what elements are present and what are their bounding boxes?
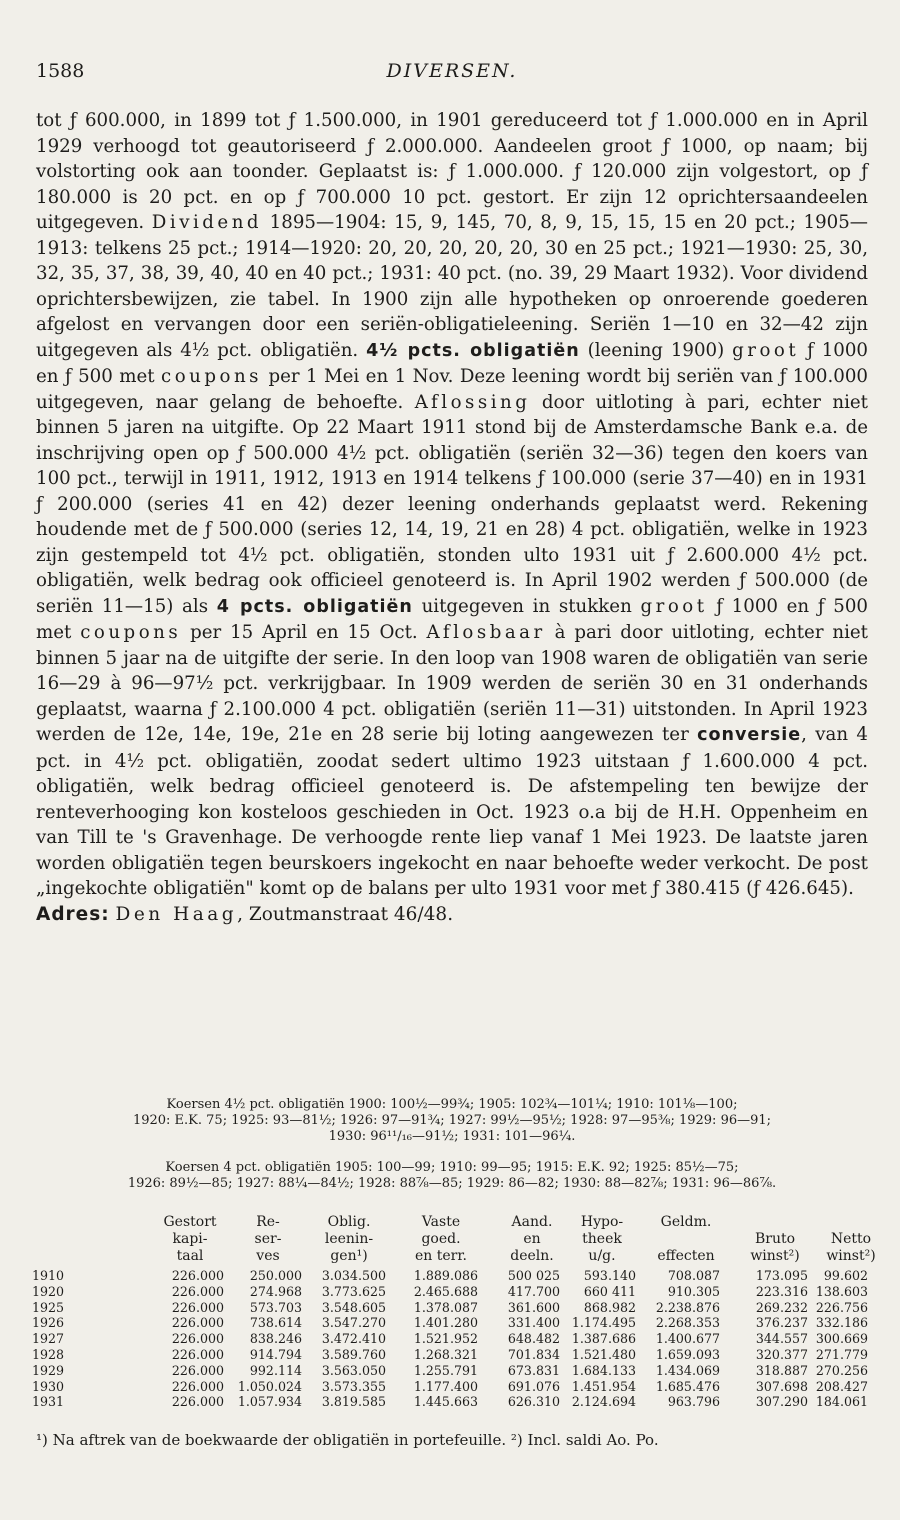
table-cell: 1.255.791 [413, 1362, 478, 1378]
table-cell: 226.756 [815, 1299, 868, 1315]
address-street: , Zoutmanstraat 46/48. [237, 903, 454, 925]
table-row-year: 1920 [32, 1283, 65, 1299]
quote-line: 1926: 89½—85; 1927: 88¼—84½; 1928: 88⅞—85; 1929: 86—82; 1930: 88—82⅞; 1931: 96—86⅞. [127, 1176, 777, 1191]
table-cell: 2.268.353 [655, 1315, 720, 1331]
table-cell: 1.400.677 [655, 1331, 720, 1347]
table-header-cell: Hypo- theek u/g. [580, 1214, 624, 1264]
table-cell: 1.659.093 [655, 1346, 720, 1362]
table-cell: 1.050.024 [237, 1378, 302, 1394]
table-header-cell: Geldm. effecten [657, 1214, 715, 1264]
dividend-label: Dividend [151, 212, 263, 233]
table-cell: 1.445.663 [413, 1394, 478, 1410]
table-cell: 963.796 [667, 1394, 720, 1410]
table-cell: 3.472.410 [321, 1331, 386, 1347]
page-header [36, 60, 868, 90]
table-row [32, 1394, 868, 1410]
table-cell: 910.305 [667, 1283, 720, 1299]
table-header-cell: Oblig. leenin- gen¹) [324, 1214, 374, 1264]
text-run: 1895—1904: 15, 9, 145, 70, 8, 9, 15, 15, 15 en 20 pct.; 1905—1913: telkens 25 pct.; 1914—1920: 20, 20, 20, 20, 20, 30 en 25 pct.; 1921—1930: 25, 30, 32, 35, 37, 38, 39, 40, 40 en 40 pct.; 1931: 40 pct. (no. 39, 29 Maart 1932). Voor dividend oprichtersbewijzen, zie tabel. In 1900 zijn alle hypotheken op onroerende goederen afgelost en vervangen door een seriën-obligatieleening. Seriën 1—10 en 32—42 zijn uitgegeven als 4½ pct. obligatiën. [36, 212, 868, 361]
table-cell: 173.095 [755, 1268, 808, 1283]
table-cell: 708.087 [667, 1268, 720, 1283]
paragraph-text [36, 108, 868, 902]
table-header-row [36, 1214, 876, 1268]
table-cell: 1.521.952 [413, 1331, 478, 1347]
table-cell: 332.186 [815, 1315, 868, 1331]
table-cell: 660 411 [583, 1283, 636, 1299]
table-cell: 226.000 [171, 1315, 224, 1331]
table-cell: 573.703 [249, 1299, 302, 1315]
text-run: uitgegeven in stukken [412, 595, 641, 617]
table-cell: 1.451.954 [571, 1378, 636, 1394]
conversie-label: conversie [697, 725, 802, 745]
table-cell: 269.232 [755, 1299, 808, 1315]
table-cell: 307.290 [755, 1394, 808, 1410]
table-row [32, 1268, 868, 1284]
table-row [32, 1315, 868, 1331]
text-run: à pari door uitloting, echter niet binnen 5 jaar na de uitgifte der serie. In den loop van 1908 waren de obligatiën van serie 16—29 à 96—97½ pct. verkrijgbaar. In 1909 werden de seriën 30 en 31 onderhands geplaatst, waarna ƒ 2.100.000 4 pct. obligatiën (seriën 11—31) uitstonden. In April 1923 werden de 12e, 14e, 19e, 21e en 28 serie bij loting aangewezen ter [36, 622, 868, 745]
table-cell: 300.669 [815, 1331, 868, 1347]
table-row-year: 1931 [32, 1394, 65, 1410]
table-row-year: 1926 [32, 1315, 65, 1331]
table-cell: 226.000 [171, 1346, 224, 1362]
text-run: , van 4 pct. in 4½ pct. obligatiën, zoodat sedert ultimo 1923 uitstaan ƒ 1.600.000 4 pct. obligatiën, welk bedrag officieel genoteerd is. De afstempeling ten bewijze der renteverhooging kon kosteloos geschieden in Oct. 1923 o.a bij de H.H. Oppenheim en van Till te 's Gravenhage. De verhoogde rente liep vanaf 1 Mei 1923. De laatste jaren worden obligatiën tegen beurskoers ingekocht en naar behoefte weder verkocht. De post „ingekochte obligatiën" komt op de balans per ulto 1931 voor met ƒ 380.415 (ƒ 426.645). [36, 724, 868, 899]
table-cell: 500 025 [507, 1268, 560, 1283]
groot-label: groot [640, 595, 708, 617]
table-header-cell: Aand. en deeln. [510, 1214, 554, 1264]
aflossing-label: Aflossing [414, 391, 531, 413]
table-cell: 868.982 [583, 1299, 636, 1315]
table-cell: 274.968 [249, 1283, 302, 1299]
table-cell: 1.889.086 [413, 1268, 478, 1283]
table-cell: 2.465.688 [413, 1283, 478, 1299]
table-cell: 226.000 [171, 1268, 224, 1283]
table-cell: 3.034.500 [321, 1268, 386, 1283]
table-cell: 1.057.934 [237, 1394, 302, 1410]
table-row-year: 1927 [32, 1331, 65, 1347]
table-cell: 738.614 [249, 1315, 302, 1331]
table-cell: 673.831 [507, 1362, 560, 1378]
table-cell: 226.000 [171, 1331, 224, 1347]
table-cell: 361.600 [507, 1299, 560, 1315]
table-cell: 99.602 [823, 1268, 868, 1283]
table-cell: 226.000 [171, 1299, 224, 1315]
groot-label: groot [732, 339, 800, 361]
table-cell: 3.547.270 [321, 1315, 386, 1331]
coupons-label: coupons [161, 366, 263, 387]
table-row [32, 1331, 868, 1347]
table-cell: 226.000 [171, 1378, 224, 1394]
table-cell: 344.557 [755, 1331, 808, 1347]
table-cell: 138.603 [815, 1283, 868, 1299]
heading-4half-pct-bonds: 4½ pcts. obligatiën [366, 340, 580, 361]
table-cell: 318.887 [755, 1362, 808, 1378]
table-cell: 307.698 [755, 1378, 808, 1394]
table-row-year: 1930 [32, 1378, 65, 1394]
table-header-cell: Vaste goed. en terr. [415, 1214, 467, 1264]
table-cell: 1.268.321 [413, 1346, 478, 1362]
table-cell: 1.685.476 [655, 1378, 720, 1394]
quotes-4half-pct [36, 1097, 868, 1145]
financial-table [32, 1214, 876, 1410]
table-cell: 2.238.876 [655, 1299, 720, 1315]
running-title: DIVERSEN. [386, 60, 518, 82]
table-cell: 3.819.585 [321, 1394, 386, 1410]
table-cell: 914.794 [249, 1346, 302, 1362]
table-cell: 691.076 [507, 1378, 560, 1394]
table-cell: 270.256 [815, 1362, 868, 1378]
table-cell: 992.114 [249, 1362, 302, 1378]
address-city: Den Haag [115, 903, 238, 925]
table-header-cell: Netto winst²) [826, 1231, 876, 1264]
table-cell: 593.140 [583, 1268, 636, 1283]
text-run: ƒ 1000 en ƒ 500 met [36, 339, 868, 387]
table-cell: 1.387.686 [571, 1331, 636, 1347]
quote-line: 1930: 96¹¹/₁₆—91½; 1931: 101—96¼. [328, 1129, 576, 1144]
table-cell: 1.434.069 [655, 1362, 720, 1378]
table-cell: 376.237 [755, 1315, 808, 1331]
table-cell: 208.427 [815, 1378, 868, 1394]
table-cell: 271.779 [815, 1346, 868, 1362]
table-cell: 1.401.280 [413, 1315, 478, 1331]
aflosbaar-label: Aflosbaar [426, 622, 546, 643]
table-row-year: 1928 [32, 1346, 65, 1362]
table-row [32, 1362, 868, 1379]
quote-line: Koersen 4½ pct. obligatiën 1900: 100½—99¾; 1905: 102¾—101¼; 1910: 101⅛—100; [166, 1097, 738, 1112]
address-line [36, 902, 868, 928]
table-row-year: 1925 [32, 1299, 65, 1315]
text-run: door uitloting à pari, echter niet binnen 5 jaren na uitgifte. Op 22 Maart 1911 stond bij de Amsterdamsche Bank e.a. de inschrijving open op ƒ 500.000 4½ pct. obligatiën (seriën 32—36) tegen den koers van 100 pct., terwijl in 1911, 1912, 1913 en 1914 telkens ƒ 100.000 (serie 37—40) en in 1931 ƒ 200.000 (series 41 en 42) dezer leening onderhands geplaatst werd. Rekening houdende met de ƒ 500.000 (series 12, 14, 19, 21 en 28) 4 pct. obligatiën, welke in 1923 zijn gestempeld tot 4½ pct. obligatiën, stonden ulto 1931 uit ƒ 2.600.000 4½ pct. obligatiën, welk bedrag ook officieel genoteerd is. In April 1902 werden ƒ 500.000 (de seriën 11—15) als [36, 391, 868, 617]
table-cell: 1.177.400 [413, 1378, 478, 1394]
table-cell: 3.548.605 [321, 1299, 386, 1315]
text-run: ƒ 1000 en ƒ 500 met [36, 595, 868, 643]
text-run: per 15 April en 15 Oct. [181, 622, 427, 643]
table-cell: 1.521.480 [571, 1346, 636, 1362]
table-cell: 838.246 [249, 1331, 302, 1347]
main-paragraph [36, 108, 868, 927]
table-cell: 3.573.355 [321, 1378, 386, 1394]
table-cell: 226.000 [171, 1394, 224, 1410]
table-cell: 648.482 [507, 1331, 560, 1347]
table-row [32, 1346, 868, 1363]
table-cell: 626.310 [507, 1394, 560, 1410]
table-row [32, 1283, 868, 1300]
table-header-cell: Re- ser- ves [254, 1214, 282, 1264]
coupons-label: coupons [80, 622, 182, 643]
table-body [32, 1268, 868, 1410]
table-cell: 1.378.087 [413, 1299, 478, 1315]
table-cell: 1.174.495 [571, 1315, 636, 1331]
table-cell: 701.834 [507, 1346, 560, 1362]
quote-line: Koersen 4 pct. obligatiën 1905: 100—99; 1910: 99—95; 1915: E.K. 92; 1925: 85½—75; [165, 1160, 739, 1175]
table-cell: 331.400 [507, 1315, 560, 1331]
table-cell: 250.000 [249, 1268, 302, 1283]
table-cell: 226.000 [171, 1362, 224, 1378]
heading-4-pct-bonds: 4 pcts. obligatiën [216, 596, 413, 617]
table-row [32, 1299, 868, 1316]
table-row-year: 1929 [32, 1362, 65, 1378]
table-row [32, 1378, 868, 1395]
text-run: (leening 1900) [579, 339, 733, 361]
table-cell: 223.316 [755, 1283, 808, 1299]
book-page [32, 0, 876, 1520]
table-cell: 320.377 [755, 1346, 808, 1362]
table-cell: 3.589.760 [321, 1346, 386, 1362]
table-cell: 184.061 [815, 1394, 868, 1410]
table-cell: 1.684.133 [571, 1362, 636, 1378]
address-label: Adres: [36, 903, 110, 925]
text-run: per 1 Mei en 1 Nov. Deze leening wordt bij seriën van ƒ 100.000 uitgegeven, naar gelang de behoefte. [36, 366, 868, 413]
page-number: 1588 [36, 60, 85, 82]
table-cell: 2.124.694 [571, 1394, 636, 1410]
table-cell: 417.700 [507, 1283, 560, 1299]
table-row-year: 1910 [32, 1268, 65, 1283]
table-header-cell: Gestort kapi- taal [163, 1214, 217, 1264]
table-cell: 226.000 [171, 1283, 224, 1299]
text-run: tot ƒ 600.000, in 1899 tot ƒ 1.500.000, in 1901 gereduceerd tot ƒ 1.000.000 en in April 1929 verhoogd tot geautoriseerd ƒ 2.000.000. Aandeelen groot ƒ 1000, op naam; bij volstorting ook aan toonder. Geplaatst is: ƒ 1.000.000. ƒ 120.000 zijn volgestort, op ƒ 180.000 is 20 pct. en op ƒ 700.000 10 pct. gestort. Er zijn 12 oprichtersaandeelen uitgegeven. [36, 110, 868, 233]
table-footnote: ¹) Na aftrek van de boekwaarde der obligatiën in portefeuille. ²) Incl. saldi Ao. Po. [36, 1431, 659, 1449]
quote-line: 1920: E.K. 75; 1925: 93—81½; 1926: 97—91¾; 1927: 99½—95½; 1928: 97—95⅜; 1929: 96—91; [132, 1113, 772, 1128]
table-header-cell: Bruto winst²) [750, 1231, 800, 1264]
table-cell: 3.563.050 [321, 1362, 386, 1378]
quotes-4-pct [36, 1160, 868, 1192]
table-cell: 3.773.625 [321, 1283, 386, 1299]
